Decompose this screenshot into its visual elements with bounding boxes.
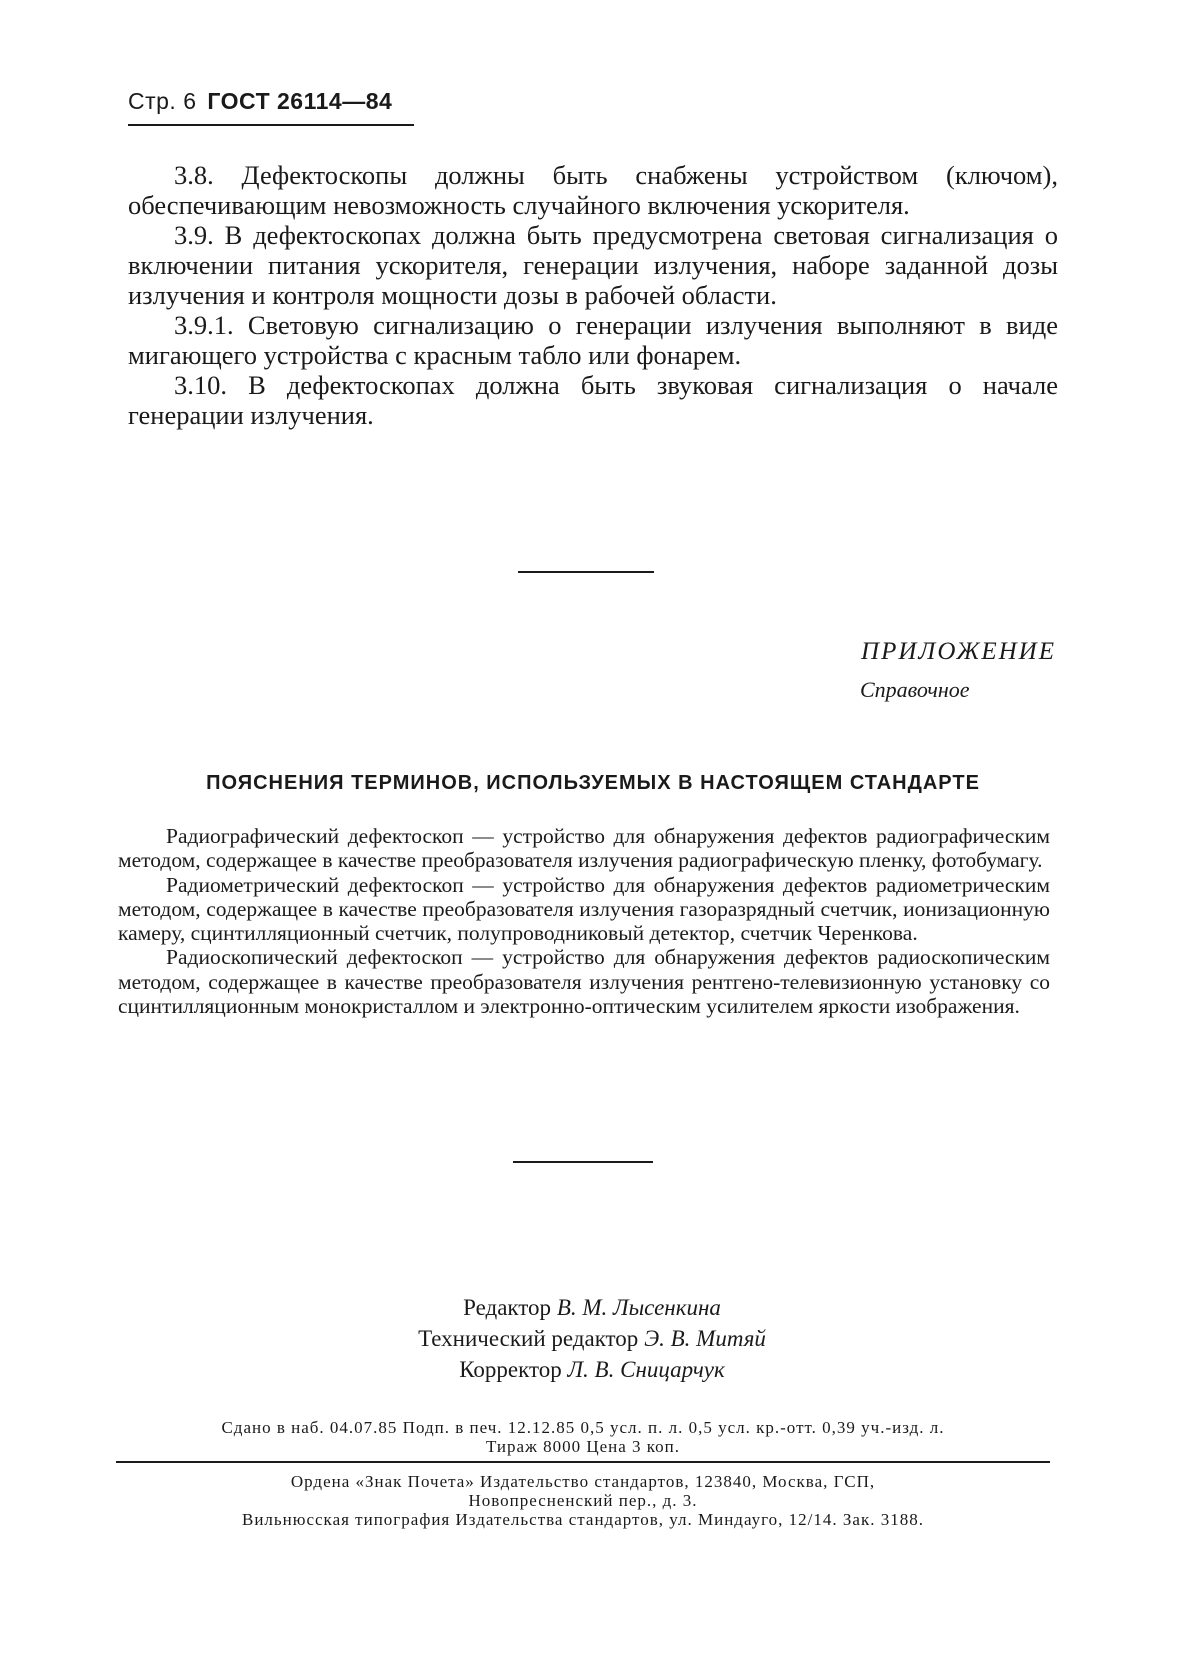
page-label: Стр. 6 — [128, 88, 197, 114]
credit-person: В. М. Лысенкина — [556, 1295, 721, 1320]
appendix-label: ПРИЛОЖЕНИЕ — [861, 638, 1056, 665]
section-divider — [513, 1161, 653, 1163]
imprint-rule — [116, 1461, 1050, 1463]
clause-3-8: 3.8. Дефектоскопы должны быть снабжены устройством (ключом), обеспечивающим невозможность случайного включения ускорителя. — [128, 160, 1058, 220]
print-run-line: Тираж 8000 Цена 3 коп. — [485, 1437, 681, 1456]
credit-editor — [0, 1292, 1184, 1323]
credit-role: Технический редактор — [418, 1326, 639, 1351]
body-text — [128, 160, 1058, 430]
credit-role: Корректор — [459, 1357, 562, 1382]
credit-person: Э. В. Митяй — [644, 1326, 766, 1351]
term-radiometric: Радиометрический дефектоскоп — устройство для обнаружения дефектов радиометрическим методом, содержащее в качестве преобразователя излучения газоразрядный счетчик, ионизационную камеру, сцинтилляционный счетчик, полупроводниковый детектор, счетчик Черенкова. — [118, 872, 1050, 946]
terms-list — [118, 824, 1050, 1018]
term-radioscopic: Радиоскопический дефектоскоп — устройство для обнаружения дефектов радиоскопическим методом, содержащее в качестве преобразователя излучения рентгено-телевизионную установку со сцинтилляционным монокристаллом и электронно-оптическим усилителем яркости изображения. — [118, 945, 1050, 1019]
header-rule — [128, 124, 414, 126]
publisher-details — [116, 1472, 1050, 1529]
clause-3-10: 3.10. В дефектоскопах должна быть звуковая сигнализация о начале генерации излучения. — [128, 370, 1058, 430]
clause-3-9-1: 3.9.1. Световую сигнализацию о генерации излучения выполняют в виде мигающего устройства с красным табло или фонарем. — [128, 310, 1058, 370]
clause-3-9: 3.9. В дефектоскопах должна быть предусмотрена световая сигнализация о включении питания ускорителя, генерации излучения, наборе заданной дозы излучения и контроля мощности дозы в рабочей области. — [128, 220, 1058, 310]
credits — [0, 1292, 1184, 1385]
appendix-type: Справочное — [860, 677, 970, 702]
credit-role: Редактор — [463, 1295, 552, 1320]
credit-tech-editor — [0, 1323, 1184, 1354]
credit-corrector — [0, 1354, 1184, 1385]
printer-line: Вильнюсская типография Издательства стандартов, ул. Миндауго, 12/14. Зак. 3188. — [242, 1510, 924, 1529]
appendix-title: ПОЯСНЕНИЯ ТЕРМИНОВ, ИСПОЛЬЗУЕМЫХ В НАСТОЯЩЕМ СТАНДАРТЕ — [206, 772, 980, 794]
print-details — [116, 1418, 1050, 1456]
credit-person: Л. В. Сницарчук — [567, 1357, 725, 1382]
term-radiographic: Радиографический дефектоскоп — устройство для обнаружения дефектов радиографическим методом, содержащее в качестве преобразователя излучения радиографическую пленку, фотобумагу. — [118, 824, 1050, 873]
running-header — [128, 88, 392, 115]
section-divider — [518, 571, 654, 573]
standard-number: ГОСТ 26114—84 — [207, 88, 393, 114]
print-details-line: Сдано в наб. 04.07.85 Подп. в печ. 12.12.85 0,5 усл. п. л. 0,5 усл. кр.-отт. 0,39 уч.-изд. л. — [221, 1418, 945, 1437]
publisher-address-line: Новопресненский пер., д. 3. — [468, 1491, 698, 1510]
publisher-line: Ордена «Знак Почета» Издательство стандартов, 123840, Москва, ГСП, — [290, 1472, 876, 1491]
